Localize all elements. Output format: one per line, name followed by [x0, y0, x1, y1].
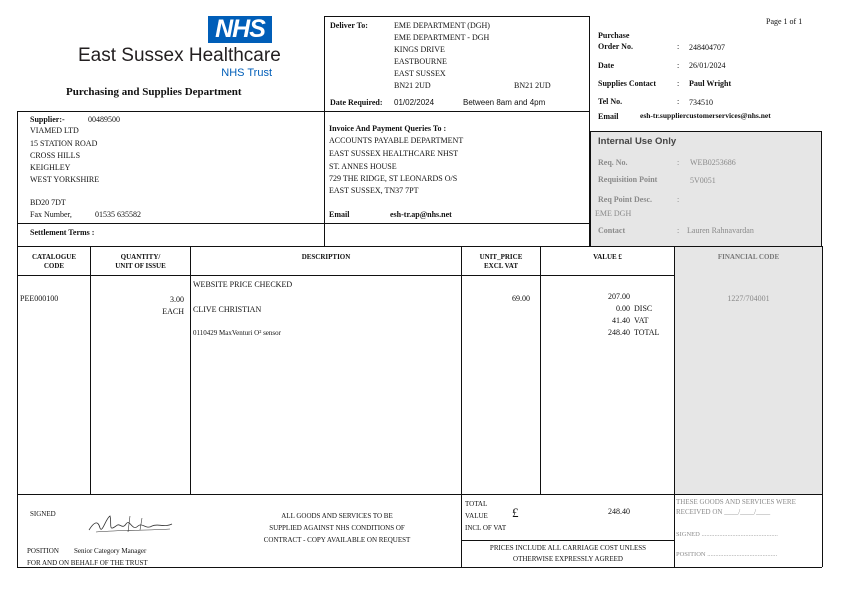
total-label: TOTAL [465, 500, 488, 508]
prices-note-line: PRICES INCLUDE ALL CARRIAGE COST UNLESS [489, 544, 647, 552]
req-point-label: Requisition Point [598, 175, 658, 184]
conditions-line: CONTRACT - COPY AVAILABLE ON REQUEST [263, 536, 411, 544]
supplies-email-link[interactable]: esh-tr.suppliercustomerservices@nhs.net [640, 111, 771, 120]
page-indicator: Page 1 of 1 [766, 17, 803, 26]
order-date-value: 26/01/2024 [689, 61, 726, 70]
order-no-label: Order No. [598, 42, 633, 51]
item-code: PEE000100 [20, 294, 59, 303]
header-value: VALUE £ [593, 253, 622, 261]
req-no-value: WEB0253686 [690, 158, 736, 167]
rule [17, 494, 822, 495]
rule [461, 246, 462, 567]
supplier-postcode: BD20 7DT [30, 198, 66, 207]
supplies-contact-value: Paul Wright [689, 79, 732, 88]
total-label: INCL OF VAT [465, 524, 507, 532]
value-vat-label: VAT [634, 316, 649, 325]
internal-contact-label: Contact [598, 226, 626, 235]
supplies-contact-label: Supplies Contact [598, 79, 657, 88]
invoice-line: EAST SUSSEX HEALTHCARE NHST [329, 149, 459, 158]
invoice-line: ST. ANNES HOUSE [329, 162, 397, 171]
colon: : [677, 226, 680, 235]
header-catalogue [18, 253, 90, 271]
supplier-line: 15 STATION ROAD [30, 139, 98, 148]
supplier-number: 00489500 [88, 115, 120, 124]
behalf-text: FOR AND ON BEHALF OF THE TRUST [27, 559, 148, 567]
colon: : [677, 195, 680, 204]
prices-note-line: OTHERWISE EXPRESSLY AGREED [513, 555, 623, 563]
colon: : [677, 158, 680, 167]
header-text: CODE [43, 262, 65, 270]
header-text: UNIT OF ISSUE [115, 262, 166, 270]
settlement-terms-label: Settlement Terms : [30, 228, 95, 237]
invoice-line: ACCOUNTS PAYABLE DEPARTMENT [329, 136, 464, 145]
colon: : [677, 42, 680, 51]
deliver-line: EASTBOURNE [394, 57, 447, 66]
value-total-label: TOTAL [634, 328, 660, 337]
deliver-line: EAST SUSSEX [394, 69, 446, 78]
value-subtotal: 207.00 [608, 292, 630, 301]
internal-use-title: Internal Use Only [598, 136, 677, 147]
position-label: POSITION [27, 547, 59, 555]
received-on-text: THESE GOODS AND SERVICES WERE RECEIVED ON ____/____/____ [676, 498, 796, 516]
supplier-line: VIAMED LTD [30, 126, 79, 135]
financial-code-column [675, 247, 822, 494]
req-desc-label: Req Point Desc. [598, 195, 652, 204]
header-quantity [91, 253, 190, 271]
header-financial-code: FINANCIAL CODE [717, 253, 780, 261]
value-total: 248.40 [608, 328, 630, 337]
req-point-value: 5V0051 [690, 176, 716, 185]
rule [17, 111, 589, 112]
deliver-line: BN21 2UD [394, 81, 431, 90]
supplier-label: Supplier:- [30, 115, 65, 124]
value-vat: 41.40 [612, 316, 630, 325]
total-label: VALUE [465, 512, 488, 520]
date-required-label: Date Required: [330, 98, 383, 107]
received-position-line: POSITION ........................................... [676, 551, 778, 558]
signature-image [86, 510, 176, 536]
deliver-line: EME DEPARTMENT (DGH) [394, 21, 490, 30]
value-discount-label: DISC [634, 304, 653, 313]
received-signed-line: SIGNED ............................................... [676, 531, 778, 538]
trust-subtitle: NHS Trust [221, 67, 272, 79]
position-value: Senior Category Manager [74, 547, 147, 555]
deliver-postcode: BN21 2UD [514, 81, 551, 90]
item-unit-price: 69.00 [512, 294, 530, 303]
supplier-line: CROSS HILLS [30, 151, 81, 160]
header-text: QUANTITY/ [120, 253, 161, 261]
invoice-line: 729 THE RIDGE, ST LEONARDS O/S [329, 174, 458, 183]
rule [461, 540, 674, 541]
fax-value: 01535 635582 [95, 210, 141, 219]
fax-label: Fax Number, [30, 210, 72, 219]
header-description: DESCRIPTION [301, 253, 351, 261]
rule [17, 223, 589, 224]
invoice-email-link[interactable]: esh-tr.ap@nhs.net [390, 210, 452, 219]
date-required-value: 01/02/2024 [394, 98, 435, 107]
rule [190, 246, 191, 494]
tel-label: Tel No. [598, 97, 623, 106]
item-description-line: WEBSITE PRICE CHECKED [193, 280, 293, 289]
conditions-line: SUPPLIED AGAINST NHS CONDITIONS OF [269, 524, 405, 532]
value-discount: 0.00 [616, 304, 630, 313]
colon: : [677, 97, 680, 106]
department-title: Purchasing and Supplies Department [66, 86, 242, 98]
conditions-line: ALL GOODS AND SERVICES TO BE [281, 512, 393, 520]
rule [540, 246, 541, 494]
header-unit-price [462, 253, 540, 271]
rule [17, 246, 18, 567]
header-text: CATALOGUE [31, 253, 77, 261]
supplier-line: WEST YORKSHIRE [30, 175, 100, 184]
deliver-line: EME DEPARTMENT - DGH [394, 33, 490, 42]
item-description-line: CLIVE CHRISTIAN [193, 305, 262, 314]
delivery-time-window: Between 8am and 4pm [463, 98, 546, 107]
date-label: Date [598, 61, 614, 70]
total-value: 248.40 [608, 507, 630, 516]
header-text: EXCL VAT [483, 262, 519, 270]
req-desc-value: EME DGH [595, 209, 632, 218]
signed-label: SIGNED [30, 510, 56, 518]
deliver-line: KINGS DRIVE [394, 45, 445, 54]
rule [90, 246, 91, 494]
trust-name: East Sussex Healthcare [78, 45, 281, 66]
rule [17, 111, 18, 246]
invoice-label: Invoice And Payment Queries To : [329, 124, 447, 133]
colon: : [677, 79, 680, 88]
rule [324, 16, 325, 246]
header-text: UNIT_PRICE [479, 253, 523, 261]
item-unit: EACH [162, 307, 184, 316]
internal-contact-value: Lauren Rahnavardan [687, 226, 754, 235]
item-description-line: 0110429 MaxVenturi O² sensor [193, 329, 281, 337]
purchase-label: Purchase [598, 31, 630, 40]
currency-symbol: £ [512, 505, 519, 520]
rule [324, 16, 589, 17]
req-no-label: Req. No. [598, 158, 628, 167]
nhs-logo: NHS [208, 16, 272, 43]
invoice-email-label: Email [329, 210, 350, 219]
rule [822, 246, 823, 567]
tel-value: 734510 [689, 98, 713, 107]
supplier-line: KEIGHLEY [30, 163, 71, 172]
item-quantity: 3.00 [170, 295, 184, 304]
email-label: Email [598, 112, 619, 121]
deliver-label: Deliver To: [330, 21, 368, 30]
colon: : [677, 61, 680, 70]
financial-code-value: 1227/704001 [727, 294, 770, 303]
order-no-value: 248404707 [689, 43, 725, 52]
invoice-line: EAST SUSSEX, TN37 7PT [329, 186, 419, 195]
